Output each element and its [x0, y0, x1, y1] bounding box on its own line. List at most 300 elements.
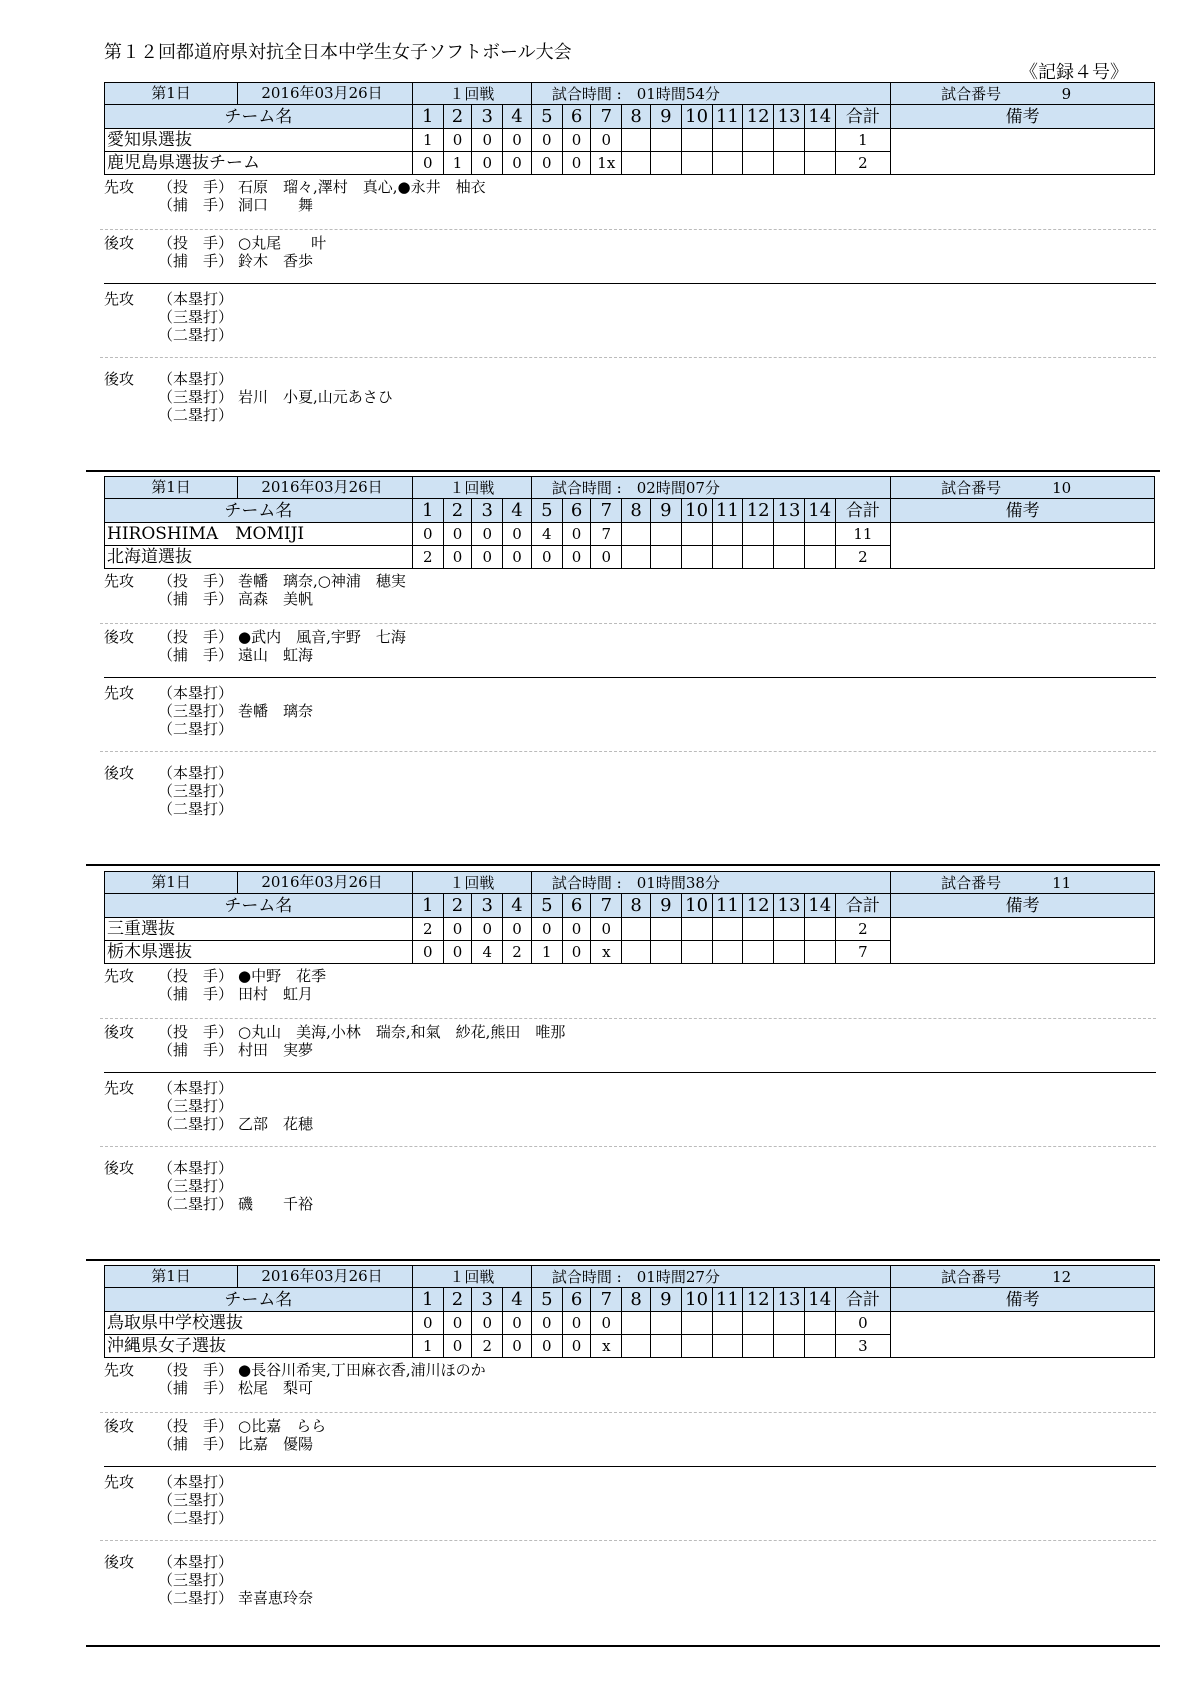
inning-score: 0: [531, 152, 562, 175]
game-day: 第1日: [105, 477, 238, 498]
side-label: 後攻: [104, 1553, 135, 1571]
team-row: [105, 918, 1155, 941]
game-block: [86, 476, 1160, 870]
inning-header: 7: [591, 1288, 622, 1312]
inning-header: 13: [774, 894, 805, 918]
game-date: 2016年03月26日: [261, 1267, 383, 1285]
double-names: 磯 千裕: [238, 1195, 314, 1213]
inning-header: 2: [443, 499, 472, 523]
record-number: 《記録４号》: [1020, 62, 1128, 83]
divider: [104, 1466, 1156, 1467]
total-score: 1: [835, 129, 891, 152]
inning-score: [622, 129, 651, 152]
inning-header: 8: [622, 499, 651, 523]
catcher-names: 洞口 舞: [238, 196, 314, 214]
inning-score: 0: [503, 523, 532, 546]
inning-header: 14: [804, 894, 835, 918]
inning-score: 0: [562, 129, 591, 152]
inning-score: 0: [562, 918, 591, 941]
row-label: （本塁打）: [158, 1079, 234, 1097]
remarks-cell: [891, 129, 1155, 175]
game-round: １回戦: [412, 872, 531, 894]
inning-header: 9: [650, 894, 681, 918]
side-label: 先攻: [104, 290, 135, 308]
inning-header: 5: [531, 894, 562, 918]
inning-score: [622, 918, 651, 941]
inning-score: [774, 1335, 805, 1358]
inning-score: 0: [443, 941, 472, 964]
inning-score: [712, 152, 743, 175]
game-round: １回戦: [412, 1266, 531, 1288]
remarks-header: 備考: [891, 499, 1155, 523]
inning-header: 3: [472, 1288, 503, 1312]
inning-header: 13: [774, 105, 805, 129]
inning-score: [681, 1312, 712, 1335]
inning-header: 12: [743, 1288, 774, 1312]
row-label: （本塁打）: [158, 1159, 234, 1177]
row-label: （捕 手）: [158, 1435, 234, 1453]
row-label: （投 手）: [158, 1417, 234, 1435]
inning-score: [650, 1335, 681, 1358]
inning-header: 1: [412, 894, 443, 918]
inning-header: 10: [681, 105, 712, 129]
row-label: （三塁打）: [158, 308, 234, 326]
inning-score: 0: [503, 1312, 532, 1335]
score-table: [104, 82, 1155, 175]
inning-score: 0: [472, 918, 503, 941]
inning-header: 10: [681, 499, 712, 523]
inning-header: 3: [472, 105, 503, 129]
side-label: 先攻: [104, 1361, 135, 1379]
total-header: 合計: [835, 499, 891, 523]
inning-score: [712, 1335, 743, 1358]
inning-score: 0: [531, 1312, 562, 1335]
inning-score: [804, 523, 835, 546]
document-title: 第１２回都道府県対抗全日本中学生女子ソフトボール大会: [104, 42, 572, 63]
inning-header: 14: [804, 499, 835, 523]
game-separator: [86, 470, 1160, 472]
side-label: 後攻: [104, 234, 135, 252]
game-round: １回戦: [412, 83, 531, 105]
total-header: 合計: [835, 894, 891, 918]
side-label: 後攻: [104, 1159, 135, 1177]
inning-header: 10: [681, 1288, 712, 1312]
game-time-cell: [531, 872, 890, 894]
inning-score: [622, 523, 651, 546]
team-name: 北海道選抜: [105, 546, 413, 569]
side-label: 後攻: [104, 1023, 135, 1041]
inning-header: 7: [591, 894, 622, 918]
score-table: [104, 476, 1155, 569]
inning-header: 8: [622, 105, 651, 129]
inning-header: 4: [503, 1288, 532, 1312]
side-label: 先攻: [104, 684, 135, 702]
inning-header: 7: [591, 499, 622, 523]
pitcher-names: ○丸尾 叶: [238, 234, 327, 252]
team-header: チーム名: [105, 1288, 413, 1312]
dashed-divider: [100, 229, 1156, 230]
inning-score: [743, 941, 774, 964]
total-header: 合計: [835, 1288, 891, 1312]
inning-score: [681, 546, 712, 569]
inning-score: 0: [443, 523, 472, 546]
inning-score: [774, 1312, 805, 1335]
inning-score: [743, 918, 774, 941]
inning-score: 0: [591, 1312, 622, 1335]
dashed-divider: [100, 623, 1156, 624]
inning-score: [622, 546, 651, 569]
double-names: 幸喜恵玲奈: [238, 1589, 314, 1607]
inning-header: 6: [562, 499, 591, 523]
inning-score: [743, 1335, 774, 1358]
inning-header: 8: [622, 1288, 651, 1312]
team-name: 沖縄県女子選抜: [105, 1335, 413, 1358]
row-label: （本塁打）: [158, 290, 234, 308]
inning-header: 12: [743, 894, 774, 918]
game-time-cell: [531, 1266, 890, 1288]
total-score: 2: [835, 546, 891, 569]
inning-score: [622, 941, 651, 964]
row-label: （二塁打）: [158, 1115, 234, 1133]
team-name: 鳥取県中学校選抜: [105, 1312, 413, 1335]
inning-header: 5: [531, 499, 562, 523]
row-label: （投 手）: [158, 1023, 234, 1041]
inning-score: [650, 941, 681, 964]
inning-score: 1x: [591, 152, 622, 175]
inning-score: 1: [443, 152, 472, 175]
remarks-header: 備考: [891, 105, 1155, 129]
row-label: （二塁打）: [158, 326, 234, 344]
inning-score: 0: [472, 1312, 503, 1335]
inning-score: [774, 941, 805, 964]
inning-header: 11: [712, 105, 743, 129]
inning-score: [681, 941, 712, 964]
score-table: [104, 1265, 1155, 1358]
inning-score: 4: [472, 941, 503, 964]
inning-score: [774, 523, 805, 546]
team-row: [105, 1312, 1155, 1335]
inning-score: [650, 129, 681, 152]
inning-score: 0: [472, 129, 503, 152]
side-label: 先攻: [104, 572, 135, 590]
triple-names: 巻幡 璃奈: [238, 702, 314, 720]
inning-score: 0: [443, 1312, 472, 1335]
game-time-label: 試合時間 :: [551, 84, 622, 103]
game-number-label: 試合番号: [941, 84, 1002, 103]
inning-score: 0: [562, 546, 591, 569]
row-label: （捕 手）: [158, 1379, 234, 1397]
game-number-cell: [891, 872, 1155, 894]
triple-names: 岩川 小夏,山元あさひ: [238, 388, 393, 406]
inning-score: [712, 941, 743, 964]
row-label: （二塁打）: [158, 800, 234, 818]
inning-score: [712, 523, 743, 546]
inning-score: [622, 152, 651, 175]
game-duration: 02時間07分: [636, 478, 720, 497]
catcher-names: 村田 実夢: [238, 1041, 314, 1059]
inning-score: [650, 152, 681, 175]
inning-score: [804, 941, 835, 964]
remarks-header: 備考: [891, 894, 1155, 918]
inning-score: 4: [531, 523, 562, 546]
inning-header: 2: [443, 1288, 472, 1312]
inning-score: 0: [472, 546, 503, 569]
inning-score: 0: [531, 546, 562, 569]
inning-score: [650, 546, 681, 569]
inning-score: 2: [412, 546, 443, 569]
remarks-cell: [891, 918, 1155, 964]
game-info: [105, 1266, 413, 1288]
row-label: （投 手）: [158, 1361, 234, 1379]
inning-header: 14: [804, 105, 835, 129]
inning-score: 0: [503, 918, 532, 941]
inning-score: [774, 129, 805, 152]
game-duration: 01時間27分: [636, 1267, 720, 1286]
inning-header: 13: [774, 499, 805, 523]
inning-header: 4: [503, 105, 532, 129]
inning-score: [743, 546, 774, 569]
total-score: 3: [835, 1335, 891, 1358]
inning-header: 10: [681, 894, 712, 918]
game-info: [105, 477, 413, 499]
inning-score: x: [591, 941, 622, 964]
inning-score: 0: [443, 546, 472, 569]
side-label: 先攻: [104, 1079, 135, 1097]
row-label: （捕 手）: [158, 590, 234, 608]
row-label: （二塁打）: [158, 1589, 234, 1607]
catcher-names: 遠山 虹海: [238, 646, 314, 664]
inning-score: 0: [562, 941, 591, 964]
inning-score: 0: [472, 523, 503, 546]
inning-score: [650, 523, 681, 546]
inning-score: 0: [562, 523, 591, 546]
inning-header: 4: [503, 499, 532, 523]
row-label: （捕 手）: [158, 1041, 234, 1059]
inning-header: 6: [562, 1288, 591, 1312]
double-names: 乙部 花穂: [238, 1115, 314, 1133]
pitcher-names: ●中野 花季: [238, 967, 327, 985]
inning-header: 12: [743, 499, 774, 523]
game-number-label: 試合番号: [941, 478, 1002, 497]
inning-score: 0: [412, 523, 443, 546]
inning-score: 0: [562, 1335, 591, 1358]
row-label: （捕 手）: [158, 985, 234, 1003]
game-time-cell: [531, 477, 890, 499]
inning-score: 0: [443, 1335, 472, 1358]
team-header: チーム名: [105, 105, 413, 129]
game-separator: [86, 1645, 1160, 1647]
inning-score: [681, 523, 712, 546]
inning-score: [712, 129, 743, 152]
inning-score: x: [591, 1335, 622, 1358]
inning-score: 0: [503, 546, 532, 569]
pitcher-names: ○比嘉 らら: [238, 1417, 327, 1435]
divider: [104, 1072, 1156, 1073]
row-label: （本塁打）: [158, 370, 234, 388]
inning-score: [681, 152, 712, 175]
inning-header: 2: [443, 894, 472, 918]
inning-header: 4: [503, 894, 532, 918]
game-number: 9: [1061, 84, 1072, 103]
side-label: 後攻: [104, 1417, 135, 1435]
inning-header: 14: [804, 1288, 835, 1312]
inning-header: 1: [412, 499, 443, 523]
score-table: [104, 871, 1155, 964]
total-score: 2: [835, 918, 891, 941]
game-number-cell: [891, 83, 1155, 105]
remarks-cell: [891, 523, 1155, 569]
inning-score: 1: [412, 129, 443, 152]
remarks-header: 備考: [891, 1288, 1155, 1312]
row-label: （三塁打）: [158, 1097, 234, 1115]
inning-score: [804, 1335, 835, 1358]
divider: [104, 677, 1156, 678]
game-day: 第1日: [105, 83, 238, 104]
row-label: （投 手）: [158, 628, 234, 646]
game-number: 10: [1052, 478, 1072, 497]
game-number-cell: [891, 477, 1155, 499]
inning-score: [681, 129, 712, 152]
game-block: [86, 1265, 1160, 1659]
team-name: 三重選抜: [105, 918, 413, 941]
game-number-label: 試合番号: [941, 873, 1002, 892]
game-date: 2016年03月26日: [261, 84, 383, 102]
inning-score: [774, 918, 805, 941]
inning-score: [622, 1335, 651, 1358]
inning-score: 0: [412, 941, 443, 964]
inning-score: 1: [531, 941, 562, 964]
catcher-names: 鈴木 香歩: [238, 252, 314, 270]
total-score: 0: [835, 1312, 891, 1335]
row-label: （投 手）: [158, 572, 234, 590]
inning-score: [743, 1312, 774, 1335]
row-label: （二塁打）: [158, 406, 234, 424]
dashed-divider: [100, 1540, 1156, 1541]
inning-header: 11: [712, 1288, 743, 1312]
inning-score: 0: [531, 1335, 562, 1358]
inning-score: [743, 129, 774, 152]
inning-score: [712, 546, 743, 569]
inning-score: [804, 152, 835, 175]
row-label: （三塁打）: [158, 1177, 234, 1195]
game-number: 11: [1052, 873, 1072, 892]
inning-header: 5: [531, 1288, 562, 1312]
inning-score: [804, 1312, 835, 1335]
row-label: （本塁打）: [158, 764, 234, 782]
inning-score: 2: [412, 918, 443, 941]
row-label: （三塁打）: [158, 702, 234, 720]
game-separator: [86, 1259, 1160, 1261]
game-block: [86, 871, 1160, 1265]
inning-score: [681, 1335, 712, 1358]
side-label: 後攻: [104, 628, 135, 646]
game-time-cell: [531, 83, 890, 105]
game-time-label: 試合時間 :: [551, 1267, 622, 1286]
inning-score: 0: [412, 1312, 443, 1335]
inning-header: 9: [650, 105, 681, 129]
game-duration: 01時間54分: [636, 84, 720, 103]
dashed-divider: [100, 751, 1156, 752]
team-name: HIROSHIMA MOMIJI: [105, 523, 413, 546]
row-label: （捕 手）: [158, 252, 234, 270]
game-block: [86, 82, 1160, 476]
inning-header: 6: [562, 894, 591, 918]
inning-header: 3: [472, 894, 503, 918]
inning-score: 0: [591, 918, 622, 941]
inning-score: 0: [412, 152, 443, 175]
game-date: 2016年03月26日: [261, 873, 383, 891]
game-round: １回戦: [412, 477, 531, 499]
dashed-divider: [100, 1412, 1156, 1413]
pitcher-names: ○丸山 美海,小林 瑞奈,和氣 紗花,熊田 唯那: [238, 1023, 566, 1041]
inning-score: 2: [472, 1335, 503, 1358]
inning-header: 3: [472, 499, 503, 523]
catcher-names: 比嘉 優陽: [238, 1435, 314, 1453]
inning-score: [743, 523, 774, 546]
inning-score: 0: [591, 546, 622, 569]
total-score: 2: [835, 152, 891, 175]
inning-score: [622, 1312, 651, 1335]
game-info: [105, 83, 413, 105]
total-score: 7: [835, 941, 891, 964]
team-name: 愛知県選抜: [105, 129, 413, 152]
row-label: （三塁打）: [158, 1491, 234, 1509]
inning-score: 2: [503, 941, 532, 964]
row-label: （投 手）: [158, 178, 234, 196]
inning-header: 7: [591, 105, 622, 129]
inning-header: 11: [712, 894, 743, 918]
team-header: チーム名: [105, 499, 413, 523]
team-header: チーム名: [105, 894, 413, 918]
team-name: 栃木県選抜: [105, 941, 413, 964]
game-separator: [86, 864, 1160, 866]
inning-header: 12: [743, 105, 774, 129]
game-number-cell: [891, 1266, 1155, 1288]
game-time-label: 試合時間 :: [551, 873, 622, 892]
inning-score: 0: [531, 918, 562, 941]
row-label: （二塁打）: [158, 1509, 234, 1527]
inning-score: 0: [591, 129, 622, 152]
inning-score: [712, 1312, 743, 1335]
inning-score: 0: [531, 129, 562, 152]
game-day: 第1日: [105, 872, 238, 893]
side-label: 先攻: [104, 178, 135, 196]
inning-score: 1: [412, 1335, 443, 1358]
team-row: [105, 129, 1155, 152]
remarks-cell: [891, 1312, 1155, 1358]
total-header: 合計: [835, 105, 891, 129]
game-number: 12: [1052, 1267, 1072, 1286]
row-label: （三塁打）: [158, 388, 234, 406]
dashed-divider: [100, 1146, 1156, 1147]
inning-header: 8: [622, 894, 651, 918]
dashed-divider: [100, 1018, 1156, 1019]
row-label: （捕 手）: [158, 196, 234, 214]
divider: [104, 283, 1156, 284]
row-label: （本塁打）: [158, 684, 234, 702]
row-label: （三塁打）: [158, 1571, 234, 1589]
pitcher-names: 巻幡 璃奈,○神浦 穂実: [238, 572, 406, 590]
catcher-names: 高森 美帆: [238, 590, 314, 608]
inning-score: 0: [443, 129, 472, 152]
inning-score: [774, 546, 805, 569]
inning-score: 0: [503, 129, 532, 152]
game-time-label: 試合時間 :: [551, 478, 622, 497]
inning-score: 0: [503, 152, 532, 175]
inning-score: 0: [503, 1335, 532, 1358]
inning-header: 9: [650, 1288, 681, 1312]
team-row: [105, 523, 1155, 546]
